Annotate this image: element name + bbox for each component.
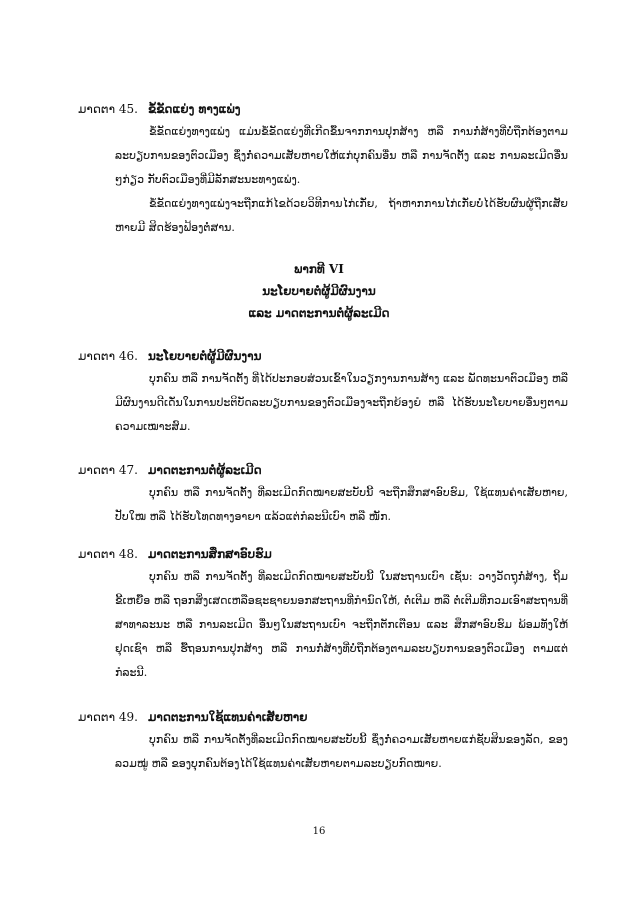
article-number: ມາດຕາ 48. [78,547,138,561]
chapter-heading [0,258,638,324]
chapter-subtitle: ນະໂຍບາຍຕໍ່ຜູ້ມີຜົນງານ [262,284,376,298]
article-title: ມາດຕະການຕໍ່ຜູ້ລະເມີດ [148,463,262,477]
article-number: ມາດຕາ 45. [78,102,138,116]
article-47 [78,463,568,529]
article-number: ມາດຕາ 49. [78,710,138,724]
article-heading [78,547,568,565]
page-number: 16 [312,826,326,837]
article-paragraph: ຂໍ້ຂັດແຍ່ງທາງແພ່ງ ແມ່ນຂໍ້ຂັດແຍ່ງທີ່ເກີດຂຶ້ນຈາກການປຸກສ້າງ ຫລື ການກໍ່ສ້າງທີ່ບໍ່ຖືກຕ້ອງຕາມລະບຽບການຂອງຕົວເມືອງ ຊຶ່ງກໍ່ຄວາມເສັຍຫາຍໃຫ້ແກ່ບຸກຄົນອື່ນ ຫລື ການຈັດຕັ້ງ ແລະ ການລະເມີດອື່ນໆກ່ຽວ ກັບຕົວເມືອງທີ່ມີລັກສະນະທາງແພ່ງ. [115,125,568,186]
article-heading [78,102,568,120]
article-title: ນະໂຍບາຍຕໍ່ຜູ້ມີຜົນງານ [148,349,262,363]
article-paragraph: ບຸກຄົນ ຫລື ການຈັດຕັ້ງທີ່ລະເມີດກົດໝາຍສະບັບນີ້ ຊຶ່ງກໍ່ຄວາມເສັຍຫາຍແກ່ຊັບສິນຂອງລັດ, ຂອງລວມໝູ່ ຫລື ຂອງບຸກຄົນຕ້ອງໄດ້ໃຊ້ແທນຄ່າເສັຍຫາຍຕາມລະບຽບກົດໝາຍ. [115,733,568,770]
article-49 [78,710,568,776]
article-number: ມາດຕາ 47. [78,463,138,477]
chapter-number: ພາກທີ VI [294,262,344,276]
article-paragraph: ຂໍ້ຂັດແຍ່ງທາງແພ່ງຈະຖືກແກ້ໄຂດ້ວຍວິທີການໄກ່ເກັ່ຍ, ຖ້າຫາກການໄກ່ເກັ່ຍບໍ່ໄດ້ຮັບຜົນຜູ້ຖືກເສັຍຫາຍມີ ສິດຮ້ອງຟ້ອງຕໍ່ສານ. [115,197,568,234]
article-title: ຂໍ້ຂັດແຍ່ງ ທາງແພ່ງ [148,102,241,116]
chapter-subtitle: ແລະ ມາດຕະການຕໍ່ຜູ້ລະເມີດ [248,306,390,320]
article-46 [78,349,568,439]
article-paragraph: ບຸກຄົນ ຫລື ການຈັດຕັ້ງ ທີ່ໄດ້ປະກອບສ່ວນເຂົ້າໃນວຽກງານການສ້າງ ແລະ ພັດທະນາຕົວເມືອງ ຫລື ມີຜົນງານດີເດັ່ນໃນການປະຕິບັດລະບຽບການຂອງຕົວເມືອງຈະຖືກຍ້ອງຍໍ ຫລື ໄດ້ຮັບນະໂຍບາຍອື່ນໆຕາມຄວາມເໝາະສົມ. [115,372,568,433]
article-title: ມາດຕະການສຶກສາອົບຮົມ [148,547,272,561]
article-number: ມາດຕາ 46. [78,349,138,363]
article-heading [78,349,568,367]
article-45 [78,102,568,240]
article-heading [78,463,568,481]
article-48 [78,547,568,685]
article-title: ມາດຕະການໃຊ້ແທນຄ່າເສັຍຫາຍ [148,710,308,724]
article-paragraph: ບຸກຄົນ ຫລື ການຈັດຕັ້ງ ທີ່ລະເມີດກົດໝາຍສະບັບນີ້ ຈະຖືກສຶກສາອົບຮົມ, ໃຊ້ແທນຄ່າເສັຍຫາຍ, ປັບໃໝ ຫລື ໄດ້ຮັບໂທດທາງອາຍາ ແລ້ວແຕ່ກໍລະນີເບົາ ຫລື ໜັກ. [115,486,568,523]
article-paragraph: ບຸກຄົນ ຫລື ການຈັດຕັ້ງ ທີ່ລະເມີດກົດໝາຍສະບັບນີ້ ໃນສະຖານເບົາ ເຊັ່ນ: ວາງວັດຖຸກໍ່ສ້າງ, ຖິ້ມຂີ້ເຫຍື້ອ ຫລື ຖອກສິ່ງເສດເຫລືອຊະຊາຍນອກສະຖານທີ່ກໍານົດໃຫ້, ຕໍ່ເຕີມ ຫລື ຕໍ່ເຕີມທີ່ກວມເອົາສະຖານທີ່ສາທາລະນະ ຫລື ການລະເມີດ ອື່ນໆໃນສະຖານເບົາ ຈະຖືກຕັກເຕືອນ ແລະ ສຶກສາອົບຮົມ ພ້ອມທັງໃຫ້ຢຸດເຊົາ ຫລື ຮື້ຖອນການປຸກສ້າງ ຫລື ການກໍ່ສ້າງທີ່ບໍ່ຖືກຕ້ອງຕາມລະບຽບການຂອງຕົວເມືອງ ຕາມແຕ່ກໍລະນີ. [115,570,568,679]
article-heading [78,710,568,728]
